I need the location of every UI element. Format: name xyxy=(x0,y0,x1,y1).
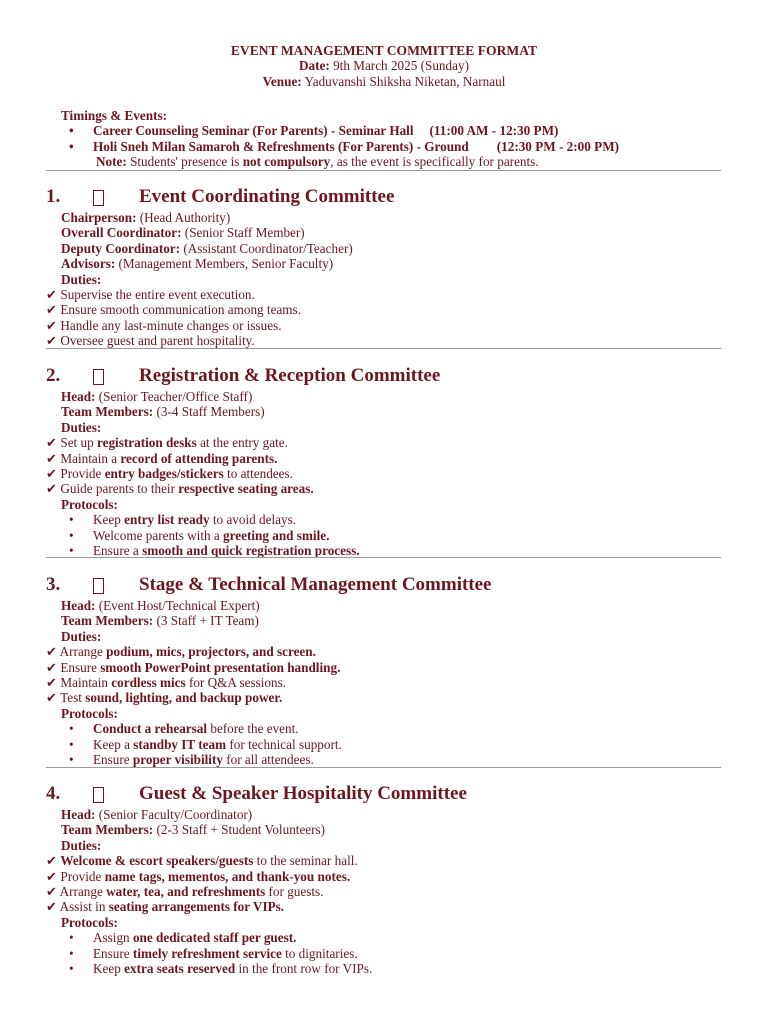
checkmark-icon: ✔ xyxy=(46,659,58,675)
protocol-item: • Keep extra seats reserved in the front row for VIPs. xyxy=(61,961,726,976)
checkmark-icon: ✔ xyxy=(46,868,58,884)
section-title: Stage & Technical Management Committee xyxy=(139,574,492,595)
missing-glyph-icon xyxy=(93,578,104,594)
duties-label: Duties: xyxy=(61,837,102,853)
duties-label: Duties: xyxy=(61,628,102,644)
event-venue: Venue: Yaduvanshi Shiksha Niketan, Narnaul xyxy=(262,73,506,89)
timing-item: • Career Counseling Seminar (For Parents) - Seminar Hall (11:00 AM - 12:30 PM) xyxy=(61,123,741,138)
duty-item: ✔ Provide entry badges/stickers to attendees. xyxy=(46,466,293,482)
checkmark-icon: ✔ xyxy=(46,287,58,303)
protocol-item: • Welcome parents with a greeting and smile. xyxy=(61,528,726,543)
duty-item: ✔ Welcome & escort speakers/guests to the seminar hall. xyxy=(46,853,358,869)
committee-section-4 xyxy=(46,783,726,976)
duty-item: ✔ Supervise the entire event execution. xyxy=(46,287,255,303)
committee-section-3 xyxy=(46,574,726,767)
duty-item: ✔ Oversee guest and parent hospitality. xyxy=(46,333,255,349)
section-heading xyxy=(46,186,726,210)
duty-item: ✔ Set up registration desks at the entry gate. xyxy=(46,435,288,451)
duties-label: Duties: xyxy=(61,271,102,287)
section-title: Guest & Speaker Hospitality Committee xyxy=(139,783,467,804)
protocol-item: • Keep entry list ready to avoid delays. xyxy=(61,512,726,527)
section-number: 2. xyxy=(46,365,61,386)
protocol-item: • Ensure proper visibility for all attendees. xyxy=(61,752,726,767)
duty-item: ✔ Provide name tags, mementos, and thank-you notes. xyxy=(46,868,351,884)
checkmark-icon: ✔ xyxy=(46,466,58,482)
duty-item: ✔ Arrange podium, mics, projectors, and screen. xyxy=(46,644,316,660)
protocol-item: • Conduct a rehearsal before the event. xyxy=(61,721,726,736)
checkmark-icon: ✔ xyxy=(46,450,58,466)
section-title: Event Coordinating Committee xyxy=(139,186,395,207)
timing-item: • Holi Sneh Milan Samaroh & Refreshments (For Parents) - Ground (12:30 PM - 2:00 PM) xyxy=(61,139,741,154)
duty-item: ✔ Maintain cordless mics for Q&A sessions. xyxy=(46,675,287,691)
checkmark-icon: ✔ xyxy=(46,644,58,660)
divider-rule xyxy=(46,170,721,171)
role-line: Chairperson: (Head Authority) xyxy=(61,210,231,225)
protocol-item: • Ensure a smooth and quick registration process. xyxy=(61,543,726,558)
checkmark-icon: ✔ xyxy=(46,317,58,333)
role-line: Team Members: (3 Staff + IT Team) xyxy=(61,613,259,629)
committee-section-1 xyxy=(46,186,726,349)
document-title: EVENT MANAGEMENT COMMITTEE FORMAT xyxy=(230,43,538,58)
role-line: Deputy Coordinator: (Assistant Coordinator/Teacher) xyxy=(61,240,353,256)
divider-rule xyxy=(46,767,721,768)
timings-note: Note: Students' presence is not compulsory, as the event is specifically for parents. xyxy=(96,154,539,170)
section-number: 3. xyxy=(46,574,61,595)
checkmark-icon: ✔ xyxy=(46,302,58,318)
section-heading xyxy=(46,574,726,598)
protocol-item: • Assign one dedicated staff per guest. xyxy=(61,930,726,945)
timings-list xyxy=(61,123,741,154)
duty-item: ✔ Assist in seating arrangements for VIPs. xyxy=(46,899,285,915)
document-header xyxy=(0,43,768,89)
section-heading xyxy=(46,365,726,389)
missing-glyph-icon xyxy=(93,787,104,803)
section-title: Registration & Reception Committee xyxy=(139,365,441,386)
protocols-list xyxy=(46,930,726,976)
role-line: Head: (Senior Teacher/Office Staff) xyxy=(61,389,253,404)
duty-item: ✔ Handle any last-minute changes or issues. xyxy=(46,317,282,333)
timings-heading: Timings & Events: xyxy=(61,108,168,123)
protocol-item: • Ensure timely refreshment service to dignitaries. xyxy=(61,946,726,961)
duty-item: ✔ Maintain a record of attending parents. xyxy=(46,450,278,466)
duty-item: ✔ Ensure smooth PowerPoint presentation handling. xyxy=(46,659,341,675)
protocols-label: Protocols: xyxy=(61,496,118,512)
checkmark-icon: ✔ xyxy=(46,853,58,869)
committee-section-2 xyxy=(46,365,726,558)
role-line: Advisors: (Management Members, Senior Faculty) xyxy=(61,256,334,272)
protocols-label: Protocols: xyxy=(61,705,118,721)
duty-item: ✔ Arrange water, tea, and refreshments for guests. xyxy=(46,884,324,900)
role-line: Team Members: (3-4 Staff Members) xyxy=(61,404,265,420)
role-line: Team Members: (2-3 Staff + Student Volunteers) xyxy=(61,822,326,838)
checkmark-icon: ✔ xyxy=(46,899,58,915)
protocols-list xyxy=(46,721,726,767)
duty-item: ✔ Test sound, lighting, and backup power. xyxy=(46,690,283,706)
missing-glyph-icon xyxy=(93,369,104,385)
missing-glyph-icon xyxy=(93,190,104,206)
event-date: Date: 9th March 2025 (Sunday) xyxy=(299,58,469,74)
section-heading xyxy=(46,783,726,807)
protocols-list xyxy=(46,512,726,558)
checkmark-icon: ✔ xyxy=(46,675,58,691)
divider-rule xyxy=(46,348,721,349)
checkmark-icon: ✔ xyxy=(46,435,58,451)
protocols-label: Protocols: xyxy=(61,914,118,930)
section-number: 1. xyxy=(46,186,61,207)
checkmark-icon: ✔ xyxy=(46,481,58,497)
checkmark-icon: ✔ xyxy=(46,884,58,900)
timings-block xyxy=(61,108,741,170)
role-line: Head: (Event Host/Technical Expert) xyxy=(61,598,260,613)
role-line: Overall Coordinator: (Senior Staff Member) xyxy=(61,225,305,241)
checkmark-icon: ✔ xyxy=(46,690,58,706)
section-number: 4. xyxy=(46,783,61,804)
role-line: Head: (Senior Faculty/Coordinator) xyxy=(61,807,253,822)
duties-label: Duties: xyxy=(61,419,102,435)
divider-rule xyxy=(46,557,721,558)
duty-item: ✔ Ensure smooth communication among teams. xyxy=(46,302,301,318)
protocol-item: • Keep a standby IT team for technical support. xyxy=(61,737,726,752)
checkmark-icon: ✔ xyxy=(46,333,58,349)
duty-item: ✔ Guide parents to their respective seating areas. xyxy=(46,481,314,497)
